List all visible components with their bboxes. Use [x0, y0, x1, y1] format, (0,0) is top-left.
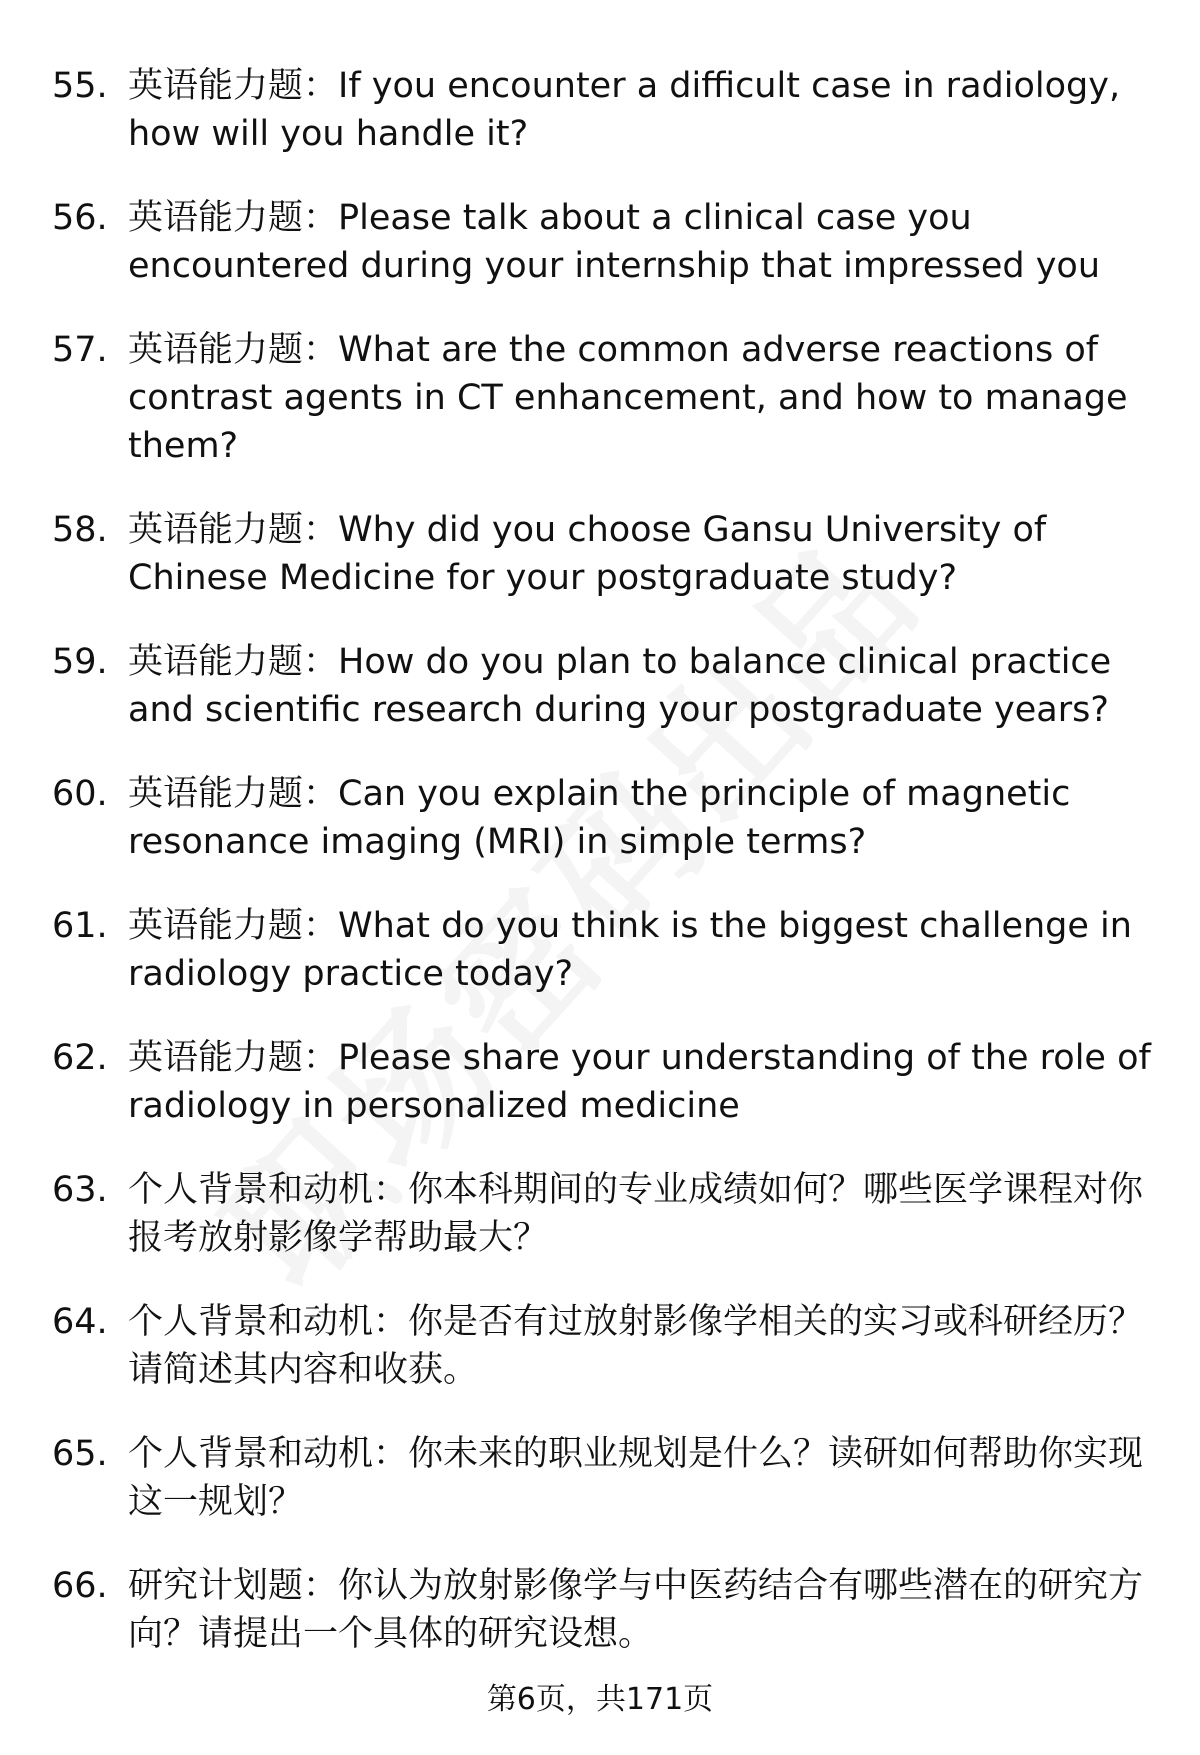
question-item — [0, 194, 1200, 290]
question-text: 英语能力题：Please talk about a clinical case you encountered during your internship that impressed you — [128, 198, 1101, 286]
question-item — [0, 1298, 1200, 1394]
question-number: 65. — [52, 1434, 108, 1474]
question-item — [0, 1166, 1200, 1262]
page-number-label: 第6页，共171页 — [486, 1682, 714, 1717]
question-item — [0, 1562, 1200, 1658]
question-number: 57. — [52, 330, 108, 370]
question-text: 个人背景和动机：你是否有过放射影像学相关的实习或科研经历？请简述其内容和收获。 — [128, 1302, 1144, 1390]
question-list — [0, 62, 1200, 1694]
question-item — [0, 638, 1200, 734]
question-number: 56. — [52, 198, 108, 238]
question-item — [0, 1034, 1200, 1130]
question-text: 英语能力题：Why did you choose Gansu University of Chinese Medicine for your postgraduate study? — [128, 510, 1047, 598]
question-text: 研究计划题：你认为放射影像学与中医药结合有哪些潜在的研究方向？请提出一个具体的研究设想。 — [128, 1566, 1144, 1654]
question-item — [0, 770, 1200, 866]
question-text: 英语能力题：How do you plan to balance clinical practice and scientific research during your postgraduate years? — [128, 642, 1112, 730]
question-text: 个人背景和动机：你未来的职业规划是什么？读研如何帮助你实现这一规划？ — [128, 1434, 1144, 1522]
question-item — [0, 62, 1200, 158]
question-text: 英语能力题：What do you think is the biggest challenge in radiology practice today? — [128, 906, 1132, 994]
question-text: 个人背景和动机：你本科期间的专业成绩如何？哪些医学课程对你报考放射影像学帮助最大？ — [128, 1170, 1144, 1258]
question-text: 英语能力题：Please share your understanding of the role of radiology in personalized medicine — [128, 1038, 1151, 1126]
question-number: 55. — [52, 66, 108, 106]
question-item — [0, 506, 1200, 602]
question-item — [0, 1430, 1200, 1526]
question-item — [0, 902, 1200, 998]
question-text: 英语能力题：If you encounter a difficult case in radiology, how will you handle it? — [128, 66, 1121, 154]
question-number: 62. — [52, 1038, 108, 1078]
question-text: 英语能力题：What are the common adverse reactions of contrast agents in CT enhancement, and how to manage them? — [128, 330, 1128, 466]
question-number: 60. — [52, 774, 108, 814]
question-text: 英语能力题：Can you explain the principle of magnetic resonance imaging (MRI) in simple terms? — [128, 774, 1071, 862]
question-number: 64. — [52, 1302, 108, 1342]
page-footer — [0, 1680, 1200, 1720]
question-number: 63. — [52, 1170, 108, 1210]
question-number: 59. — [52, 642, 108, 682]
question-number: 61. — [52, 906, 108, 946]
question-number: 66. — [52, 1566, 108, 1606]
question-item — [0, 326, 1200, 470]
question-number: 58. — [52, 510, 108, 550]
